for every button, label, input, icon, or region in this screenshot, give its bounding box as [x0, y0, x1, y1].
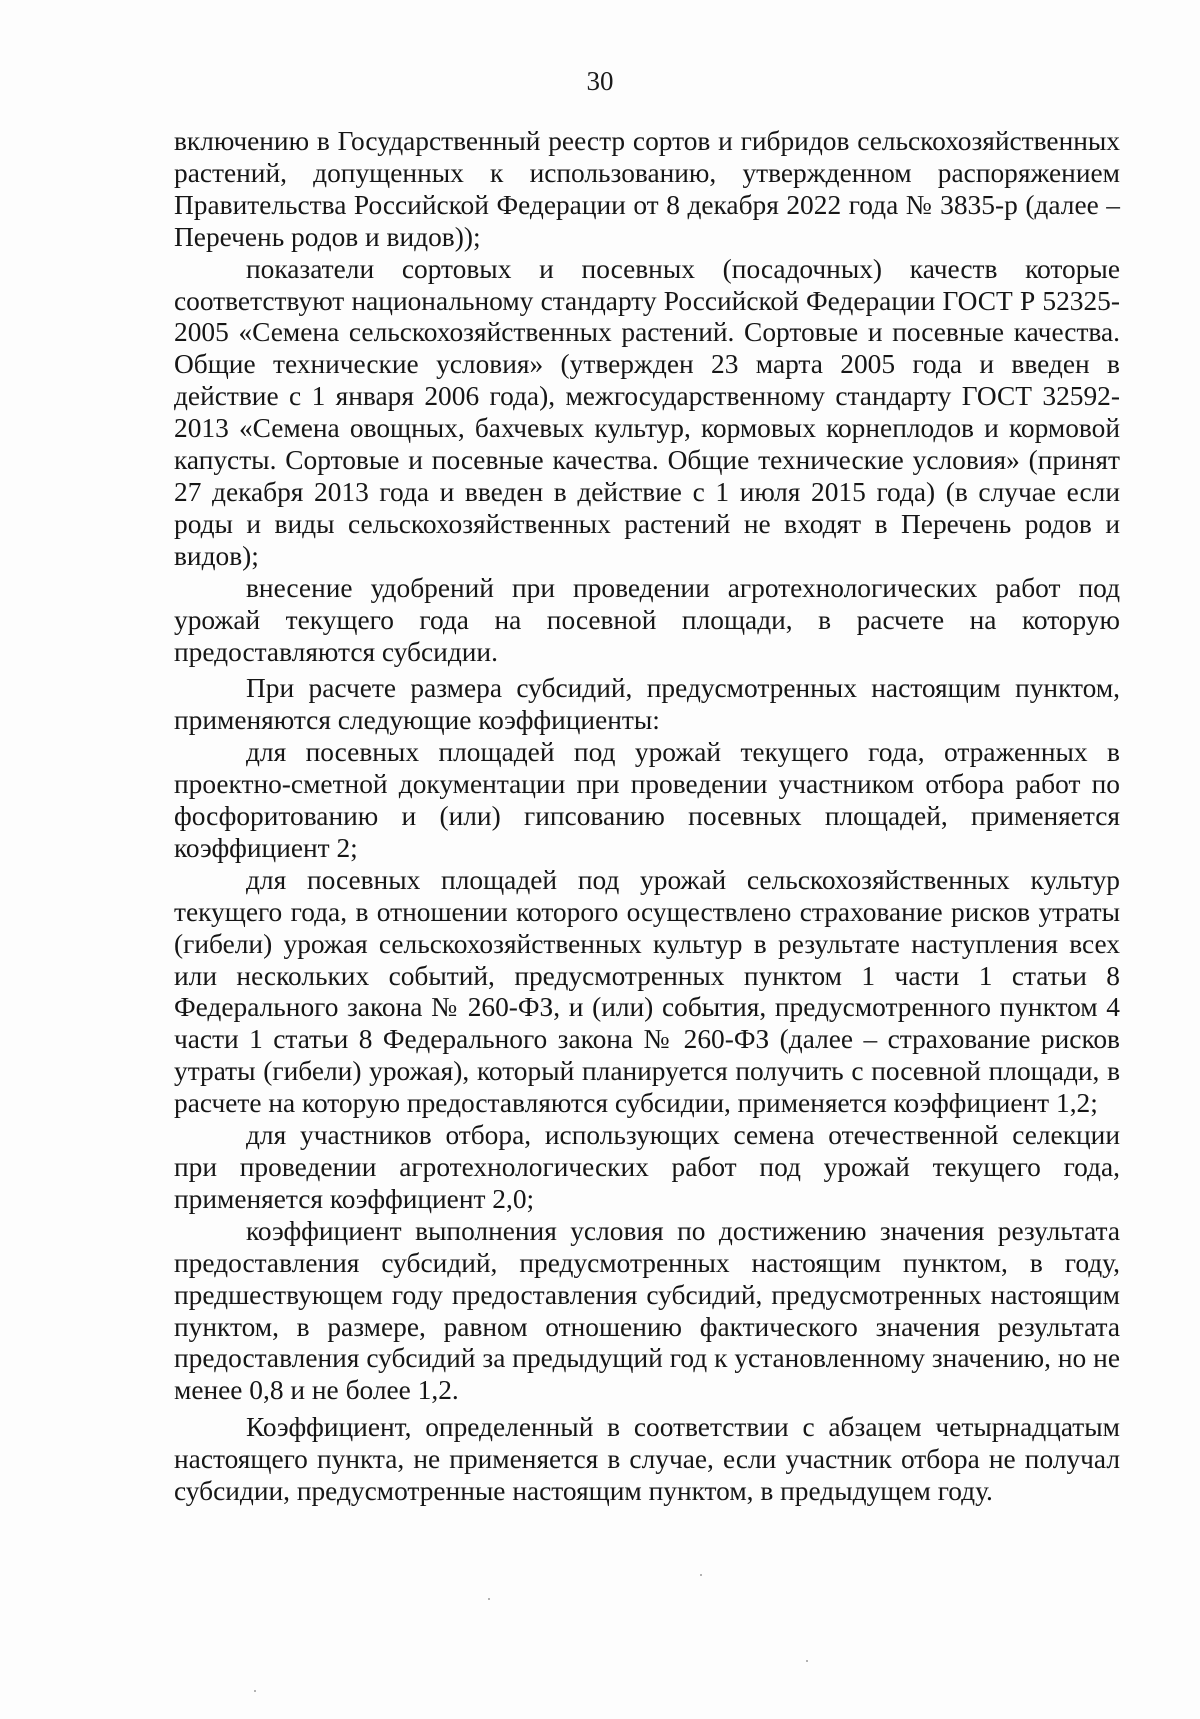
- paragraph-fertilizer: внесение удобрений при проведении агротехнологических работ под урожай текущего года на посевной площади, в расчете на которую предоставляются субсидии.: [174, 572, 1120, 667]
- paragraph-coefficient-domestic-seeds: для участников отбора, использующих семена отечественной селекции при проведении агротехнологических работ под урожай текущего года, применяется коэффициент 2,0;: [174, 1120, 1120, 1214]
- paragraph-coefficient-phosphorite: для посевных площадей под урожай текущего года, отраженных в проектно-сметной документации при проведении участником отбора работ по фосфоритованию и (или) гипсованию посевных площадей, применяется коэффициент 2;: [174, 737, 1120, 863]
- paragraph-coefficient-result: коэффициент выполнения условия по достижению значения результата предоставления субсидий, предусмотренных настоящим пунктом, в году, предшествующем году предоставления субсидий, предусмотренных настоящим пунктом, в размере, равном отношению фактического значения результата предоставления субсидий за предыдущий год к установленному значению, но не менее 0,8 и не более 1,2.: [174, 1215, 1120, 1406]
- document-body: [174, 126, 1120, 1508]
- paragraph-coefficients-intro: При расчете размера субсидий, предусмотренных настоящим пунктом, применяются следующие коэффициенты:: [174, 673, 1120, 736]
- paragraph-coefficient-exception: Коэффициент, определенный в соответствии с абзацем четырнадцатым настоящего пункта, не применяется в случае, если участник отбора не получал субсидии, предусмотренные настоящим пунктом, в предыдущем году.: [174, 1412, 1120, 1507]
- page-number: 30: [586, 66, 614, 96]
- paragraph-seed-quality: показатели сортовых и посевных (посадочных) качеств которые соответствуют национальному стандарту Российской Федерации ГОСТ Р 52325-2005 «Семена сельскохозяйственных растений. Сортовые и посевные качества. Общие технические условия» (утвержден 23 марта 2005 года и введен в действие с 1 января 2006 года), межгосударственному стандарту ГОСТ 32592-2013 «Семена овощных, бахчевых культур, кормовых корнеплодов и кормовой капусты. Сортовые и посевные качества. Общие технические условия» (принят 27 декабря 2013 года и введен в действие с 1 июля 2015 года) (в случае если роды и виды сельскохозяйственных растений не входят в Перечень родов и видов);: [174, 253, 1120, 571]
- scan-speck: [806, 1660, 808, 1662]
- paragraph-continuation: включению в Государственный реестр сортов и гибридов сельскохозяйственных растений, допущенных к использованию, утвержденном распоряжением Правительства Российской Федерации от 8 декабря 2022 года № 3835-р (далее – Перечень родов и видов));: [174, 126, 1120, 252]
- scan-speck: [700, 1574, 702, 1576]
- scan-speck: [488, 1598, 490, 1600]
- paragraph-coefficient-insurance: для посевных площадей под урожай сельскохозяйственных культур текущего года, в отношении которого осуществлено страхование рисков утраты (гибели) урожая сельскохозяйственных культур в результате наступления всех или нескольких событий, предусмотренных пунктом 1 части 1 статьи 8 Федерального закона № 260-ФЗ, и (или) события, предусмотренного пунктом 4 части 1 статьи 8 Федерального закона № 260-ФЗ (далее – страхование рисков утраты (гибели) урожая), который планируется получить с посевной площади, в расчете на которую предоставляются субсидии, применяется коэффициент 1,2;: [174, 864, 1120, 1119]
- scan-speck: [254, 1690, 256, 1692]
